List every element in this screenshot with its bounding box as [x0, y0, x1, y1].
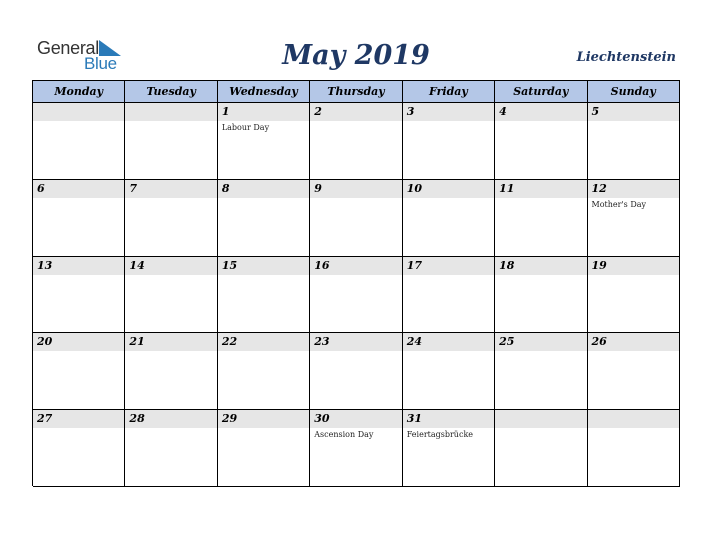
day-number: 21	[129, 335, 145, 349]
day-number-strip	[310, 333, 401, 351]
day-cell	[403, 257, 495, 334]
day-cell	[218, 103, 310, 180]
day-number-strip	[33, 410, 124, 428]
day-cell	[403, 333, 495, 410]
day-number: 20	[37, 335, 53, 349]
day-number: 11	[499, 181, 515, 195]
day-number-strip	[125, 257, 216, 275]
holiday-label: Mother's Day	[591, 199, 647, 209]
day-number-strip	[588, 180, 679, 198]
day-cell	[588, 410, 680, 487]
weekday-header: Wednesday	[218, 81, 310, 103]
day-number-strip	[403, 333, 494, 351]
day-cell	[125, 257, 217, 334]
day-cell	[403, 180, 495, 257]
day-number: 13	[37, 258, 53, 272]
day-number: 12	[591, 181, 607, 195]
day-number: 1	[221, 105, 230, 118]
day-cell	[310, 103, 402, 180]
logo-text-blue: Blue	[84, 54, 117, 73]
day-cell	[495, 257, 587, 334]
day-number: 15	[221, 258, 238, 272]
weekday-header: Friday	[403, 81, 495, 103]
day-number: 7	[129, 181, 138, 195]
day-number-strip	[310, 257, 401, 275]
day-cell	[588, 257, 680, 334]
day-cell	[33, 103, 125, 180]
day-number: 2	[314, 105, 322, 118]
day-cell	[218, 257, 310, 334]
day-number-strip	[495, 257, 586, 275]
day-cell	[33, 180, 125, 257]
day-cell	[33, 333, 125, 410]
day-cell	[310, 180, 402, 257]
day-cell	[403, 103, 495, 180]
day-number-strip	[403, 410, 494, 428]
weekday-header-row	[33, 81, 680, 103]
day-number: 27	[37, 412, 53, 426]
day-number-strip	[125, 410, 216, 428]
day-number-strip	[218, 333, 309, 351]
day-number: 24	[406, 335, 422, 349]
day-cell	[218, 180, 310, 257]
day-number-strip	[588, 333, 679, 351]
day-number: 31	[406, 412, 422, 426]
day-number-strip	[403, 103, 494, 121]
day-cell	[403, 410, 495, 487]
weekday-header: Thursday	[310, 81, 402, 103]
day-cell	[310, 257, 402, 334]
day-cell	[125, 180, 217, 257]
day-cell	[588, 180, 680, 257]
day-number-strip	[125, 333, 216, 351]
day-number-strip	[588, 410, 679, 428]
day-number-strip	[125, 103, 216, 121]
day-number-strip	[310, 103, 401, 121]
day-number-strip	[495, 180, 586, 198]
day-number: 3	[406, 105, 415, 118]
day-cell	[218, 410, 310, 487]
day-cell	[495, 180, 587, 257]
day-number: 10	[406, 181, 422, 195]
day-number-strip	[588, 103, 679, 121]
day-cell	[588, 103, 680, 180]
day-number: 19	[591, 258, 607, 272]
day-number-strip	[33, 180, 124, 198]
day-number-strip	[218, 103, 309, 121]
week-row	[33, 410, 680, 487]
week-row	[33, 257, 680, 334]
day-number: 23	[314, 335, 330, 349]
day-number: 18	[499, 258, 515, 272]
day-number-strip	[588, 257, 679, 275]
day-number-strip	[495, 333, 586, 351]
day-number: 30	[314, 412, 330, 426]
day-cell	[495, 103, 587, 180]
day-cell	[125, 103, 217, 180]
day-number-strip	[125, 180, 216, 198]
day-number: 8	[221, 181, 230, 195]
day-number: 16	[314, 258, 330, 272]
weekday-header: Monday	[33, 81, 125, 103]
day-number: 28	[129, 412, 145, 426]
day-cell	[310, 410, 402, 487]
logo-text-general: General	[37, 38, 99, 58]
day-number: 22	[221, 335, 238, 349]
day-number-strip	[33, 257, 124, 275]
day-number-strip	[218, 180, 309, 198]
day-number-strip	[403, 180, 494, 198]
week-row	[33, 180, 680, 257]
day-cell	[33, 410, 125, 487]
calendar-title: May 2019	[282, 40, 430, 71]
day-number-strip	[218, 257, 309, 275]
day-number: 29	[221, 412, 238, 426]
day-cell	[125, 333, 217, 410]
weeks-container	[33, 103, 680, 487]
day-number-strip	[403, 257, 494, 275]
week-row	[33, 103, 680, 180]
day-cell	[495, 410, 587, 487]
day-number-strip	[495, 410, 586, 428]
holiday-label: Feiertagsbrücke	[406, 430, 474, 440]
day-number-strip	[33, 333, 124, 351]
day-number: 17	[406, 258, 422, 272]
week-row	[33, 333, 680, 410]
day-cell	[33, 257, 125, 334]
day-number: 25	[499, 335, 515, 349]
day-number: 4	[499, 105, 507, 118]
day-number-strip	[218, 410, 309, 428]
day-cell	[310, 333, 402, 410]
day-number: 6	[37, 181, 45, 195]
day-number-strip	[495, 103, 586, 121]
day-number: 9	[314, 181, 322, 195]
day-number: 5	[591, 105, 600, 118]
country-label: Liechtenstein	[576, 50, 676, 65]
day-number-strip	[310, 410, 401, 428]
day-cell	[125, 410, 217, 487]
day-cell	[588, 333, 680, 410]
holiday-label: Labour Day	[221, 123, 270, 132]
day-cell	[495, 333, 587, 410]
day-number: 14	[129, 258, 145, 272]
day-number-strip	[33, 103, 124, 121]
day-number-strip	[310, 180, 401, 198]
weekday-header: Saturday	[495, 81, 587, 103]
day-number: 26	[591, 335, 607, 349]
day-cell	[218, 333, 310, 410]
holiday-label: Ascension Day	[314, 430, 374, 440]
weekday-header: Sunday	[588, 81, 680, 103]
calendar-grid	[32, 80, 680, 486]
weekday-header: Tuesday	[125, 81, 217, 103]
